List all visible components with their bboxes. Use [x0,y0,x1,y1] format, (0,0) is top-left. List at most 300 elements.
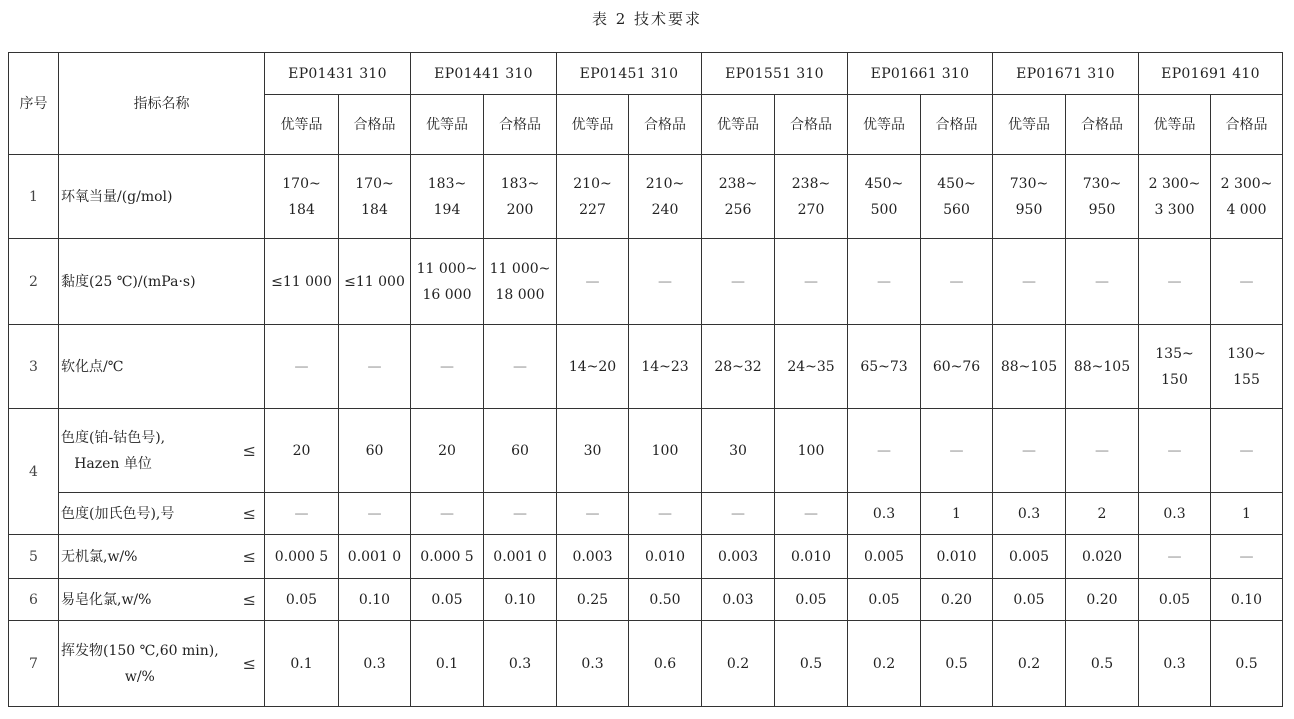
value-cell [484,579,557,621]
value-text: 0.010 [644,548,686,565]
table-header [9,53,1283,155]
value-cell [775,535,848,579]
value-text: 184 [361,201,388,218]
value-text: 100 [651,442,679,459]
value-text: 0.003 [572,548,613,565]
value-text: 4 000 [1226,201,1267,218]
value-text: 950 [1015,201,1043,218]
value-cell [1139,155,1211,239]
value-cell [1139,409,1211,493]
value-cell [411,621,484,707]
value-cell [484,155,557,239]
value-text: 3 300 [1154,201,1195,218]
value-text: 450~ [937,175,976,192]
value-cell [775,579,848,621]
value-text: — [440,505,454,522]
value-cell [557,579,629,621]
grade-group-label: EP01671 310 [1016,65,1115,82]
indicator-name [59,155,265,239]
value-text: 150 [1161,371,1188,388]
value-cell [993,325,1066,409]
header-grade [411,95,484,155]
row-number [9,155,59,239]
value-text: 0.3 [1163,655,1186,672]
header-grade [1066,95,1139,155]
value-text: 210~ [645,175,685,192]
header-grade [993,95,1066,155]
value-cell [921,535,993,579]
indicator-name-line: 软化点/℃ [61,358,124,375]
indicator-name-line: Hazen 单位 [74,455,152,472]
value-cell [1066,535,1139,579]
value-cell [775,621,848,707]
header-grade [848,95,921,155]
value-cell [339,239,411,325]
indicator-name-text [61,587,151,613]
value-cell [265,155,339,239]
value-text: 0.20 [940,591,973,608]
value-cell [1139,579,1211,621]
grade-label: 优等品 [280,116,323,133]
value-text: 0.000 5 [420,548,474,565]
grade-label: 优等品 [426,116,468,133]
less-equal-symbol: ≤ [242,503,256,523]
value-text: — [1167,273,1182,290]
indicator-name [59,621,265,707]
row-number-text: 4 [29,463,38,480]
value-text: 0.001 0 [493,548,547,565]
table-row [9,325,1283,409]
value-text: — [658,505,672,522]
value-text: 238~ [791,175,831,192]
value-text: 0.10 [1230,591,1263,608]
value-text: 0.3 [1163,505,1186,522]
indicator-name [59,409,265,493]
row-number-text: 1 [29,188,38,205]
row-number [9,325,59,409]
value-cell [339,325,411,409]
value-text: 0.005 [1008,548,1050,565]
value-text: 16 000 [422,286,472,303]
header-grade [1211,95,1283,155]
value-text: — [585,505,600,522]
value-cell [265,621,339,707]
value-cell [993,409,1066,493]
value-text: 30 [729,442,747,459]
grade-label: 优等品 [863,116,905,133]
value-cell [1066,621,1139,707]
value-text: 500 [870,201,898,218]
value-text: — [1239,548,1254,565]
value-cell [1139,535,1211,579]
value-cell [629,579,702,621]
value-text: 0.1 [435,655,459,672]
grade-label: 合格品 [1081,116,1123,133]
value-text: 0.000 5 [274,548,329,565]
grade-group-label: EP01661 310 [870,65,970,82]
value-cell [1211,155,1283,239]
value-text: 11 000~ [416,260,478,277]
value-cell [557,325,629,409]
grade-group-label: EP01691 410 [1161,65,1260,82]
value-cell [921,325,993,409]
less-equal-symbol: ≤ [242,589,256,609]
row-number-text: 3 [29,358,38,375]
value-cell [775,155,848,239]
header-grade [1139,95,1211,155]
value-cell [411,155,484,239]
value-text: 0.05 [1013,591,1045,608]
value-cell [557,493,629,535]
value-text: 0.3 [508,655,532,672]
value-text: 450~ [864,175,904,192]
header-grade [775,95,848,155]
value-text: 730~ [1082,175,1122,192]
table-row [9,493,1283,535]
value-text: 1 [1242,505,1251,522]
value-text: 950 [1088,201,1116,218]
value-cell [629,535,702,579]
value-text: 0.50 [649,591,681,608]
value-text: 270 [797,201,825,218]
value-text: — [1022,442,1036,459]
value-text: — [585,273,600,290]
value-text: 0.5 [1235,655,1258,672]
value-cell [339,579,411,621]
indicator-name-text [61,544,137,570]
indicator-name-wrap [61,184,262,210]
value-cell [557,621,629,707]
value-cell [921,155,993,239]
value-text: 238~ [718,175,758,192]
row-number [9,621,59,707]
value-cell [1211,239,1283,325]
value-cell [921,239,993,325]
value-cell [848,325,921,409]
header-grade [557,95,629,155]
value-text: — [440,358,454,375]
value-text: 170~ [282,175,321,192]
value-cell [702,155,775,239]
value-text: 60 [511,442,529,459]
header-grade [339,95,411,155]
value-cell [1066,155,1139,239]
value-text: 0.5 [945,655,968,672]
header-grade-group [265,53,411,95]
header-name-label: 指标名称 [133,95,190,112]
value-cell [993,579,1066,621]
header-grade-group [557,53,702,95]
value-text: — [731,505,745,522]
value-cell [702,325,775,409]
value-text: 60~76 [932,358,981,375]
value-text: 0.6 [653,655,677,672]
value-text: 0.001 0 [347,548,402,565]
value-cell [1211,493,1283,535]
indicator-name-line: 无机氯,w/% [61,548,138,565]
value-cell [629,493,702,535]
value-text: 560 [943,201,970,218]
indicator-name-text [61,425,165,477]
value-text: — [1239,442,1254,459]
value-text: ≤11 000 [271,273,332,290]
indicator-name-wrap [61,354,262,380]
value-cell [848,621,921,707]
value-text: 0.05 [431,591,463,608]
value-cell [484,409,557,493]
table-row [9,621,1283,707]
value-text: 0.2 [1017,655,1041,672]
value-cell [1139,621,1211,707]
indicator-name-text [61,501,174,527]
header-grade-group [411,53,557,95]
value-cell [411,409,484,493]
header-grade [629,95,702,155]
value-text: 183~ [500,175,540,192]
value-text: 0.10 [504,591,536,608]
value-text: — [367,505,382,522]
indicator-name-wrap [61,425,262,477]
indicator-name [59,325,265,409]
row-number [9,535,59,579]
value-cell [339,535,411,579]
indicator-name-wrap [61,544,262,570]
value-cell [411,535,484,579]
value-cell [265,579,339,621]
value-text: 135~ [1155,345,1194,362]
value-cell [848,239,921,325]
value-cell [557,239,629,325]
table-row [9,409,1283,493]
grade-label: 合格品 [790,116,832,133]
value-text: 0.010 [790,548,832,565]
value-cell [1139,493,1211,535]
value-text: 0.003 [717,548,759,565]
value-text: — [804,273,818,290]
header-seq-label: 序号 [19,95,48,112]
value-text: 100 [797,442,825,459]
value-text: 256 [724,201,752,218]
value-cell [775,493,848,535]
value-cell [411,579,484,621]
value-cell [702,535,775,579]
value-cell [1066,579,1139,621]
value-text: 0.03 [722,591,754,608]
header-grade-group [1139,53,1283,95]
value-text: 1 [952,505,961,522]
grade-label: 优等品 [571,116,614,133]
value-text: 2 300~ [1148,175,1201,192]
value-cell [775,409,848,493]
value-text: 240 [651,201,679,218]
value-text: — [658,273,672,290]
value-text: 200 [506,201,534,218]
value-text: 2 300~ [1220,175,1273,192]
value-text: — [513,505,527,522]
table-row [9,579,1283,621]
value-cell [848,493,921,535]
value-cell [993,493,1066,535]
value-cell [921,409,993,493]
value-text: 28~32 [714,358,762,375]
value-cell [921,579,993,621]
value-text: 18 000 [495,286,545,303]
value-cell [702,239,775,325]
value-text: 184 [288,201,315,218]
table-body [9,155,1283,707]
row-number-text: 7 [29,655,38,672]
header-grade-group [848,53,993,95]
value-text: — [513,358,527,375]
header-name [59,53,265,155]
table-caption: 表 2 技术要求 [591,10,703,28]
value-cell [702,409,775,493]
value-text: 0.020 [1081,548,1123,565]
indicator-name [59,579,265,621]
grade-group-label: EP01441 310 [434,65,533,82]
indicator-name-text [61,269,196,295]
value-cell [339,621,411,707]
value-cell [484,535,557,579]
table-row [9,535,1283,579]
indicator-name-line: w/% [124,668,155,685]
grade-label: 合格品 [353,116,396,133]
value-cell [411,325,484,409]
value-cell [921,621,993,707]
value-cell [339,409,411,493]
value-text: 2 [1097,505,1107,522]
value-text: — [367,358,382,375]
value-cell [629,239,702,325]
value-text: 130~ [1227,345,1266,362]
value-text: 0.5 [1090,655,1114,672]
value-text: — [731,273,745,290]
value-text: — [949,273,964,290]
indicator-name [59,493,265,535]
grade-label: 优等品 [717,116,759,133]
value-text: — [1095,273,1109,290]
value-cell [339,155,411,239]
value-text: — [1095,442,1109,459]
value-cell [557,155,629,239]
technical-requirements-table [8,52,1283,707]
value-text: 0.1 [290,655,313,672]
less-equal-symbol: ≤ [242,440,256,460]
value-text: 730~ [1009,175,1049,192]
value-text: 60 [365,442,384,459]
indicator-name-text [61,638,219,690]
value-text: — [1022,273,1036,290]
value-cell [339,493,411,535]
value-cell [848,409,921,493]
value-text: — [1239,273,1254,290]
indicator-name-line: 挥发物(150 ℃,60 min), [61,642,219,659]
value-cell [629,155,702,239]
row-number-text: 5 [29,548,38,565]
value-text: 183~ [427,175,467,192]
value-text: — [294,358,309,375]
grade-label: 合格品 [644,116,686,133]
header-grade-group [702,53,848,95]
value-cell [993,621,1066,707]
indicator-name-text [61,354,123,380]
value-text: 0.10 [358,591,391,608]
indicator-name-line: 易皂化氯,w/% [61,591,152,608]
value-cell [848,155,921,239]
value-cell [265,239,339,325]
value-text: 14~20 [568,358,617,375]
grade-group-label: EP01451 310 [579,65,679,82]
grade-label: 合格品 [935,116,978,133]
value-text: 0.010 [936,548,977,565]
indicator-name [59,239,265,325]
value-cell [629,409,702,493]
value-text: 30 [583,442,602,459]
value-cell [557,535,629,579]
value-cell [848,579,921,621]
value-cell [1066,409,1139,493]
indicator-name-line: 色度(铂-钴色号), [61,429,166,446]
value-text: 20 [292,442,311,459]
header-grade [484,95,557,155]
grade-label: 合格品 [499,116,541,133]
value-cell [1066,325,1139,409]
value-cell [848,535,921,579]
value-cell [702,621,775,707]
value-cell [1211,325,1283,409]
value-cell [411,239,484,325]
indicator-name-line: 色度(加氏色号),号 [61,505,175,522]
indicator-name-wrap [61,501,262,527]
value-cell [775,325,848,409]
table-row [9,155,1283,239]
indicator-name [59,535,265,579]
value-cell [1066,239,1139,325]
grade-label: 合格品 [1225,116,1268,133]
value-cell [993,155,1066,239]
value-cell [921,493,993,535]
value-text: — [877,273,891,290]
value-cell [484,621,557,707]
value-text: 194 [433,201,461,218]
value-cell [484,239,557,325]
value-cell [1211,621,1283,707]
value-text: 0.20 [1086,591,1118,608]
value-text: 24~35 [787,358,835,375]
indicator-name-wrap [61,638,262,690]
value-cell [993,239,1066,325]
value-cell [775,239,848,325]
value-cell [993,535,1066,579]
value-text: 0.05 [285,591,318,608]
row-number [9,579,59,621]
value-cell [702,493,775,535]
header-grade [921,95,993,155]
value-text: 65~73 [860,358,908,375]
header-grade [702,95,775,155]
row-number-text: 6 [29,591,38,608]
header-grade [265,95,339,155]
value-cell [484,493,557,535]
value-text: 88~105 [1000,358,1058,375]
grade-group-label: EP01551 310 [725,65,824,82]
value-cell [1139,239,1211,325]
value-cell [557,409,629,493]
row-number-text: 2 [29,273,38,290]
value-text: 0.3 [872,505,896,522]
value-cell [265,409,339,493]
header-seq [9,53,59,155]
